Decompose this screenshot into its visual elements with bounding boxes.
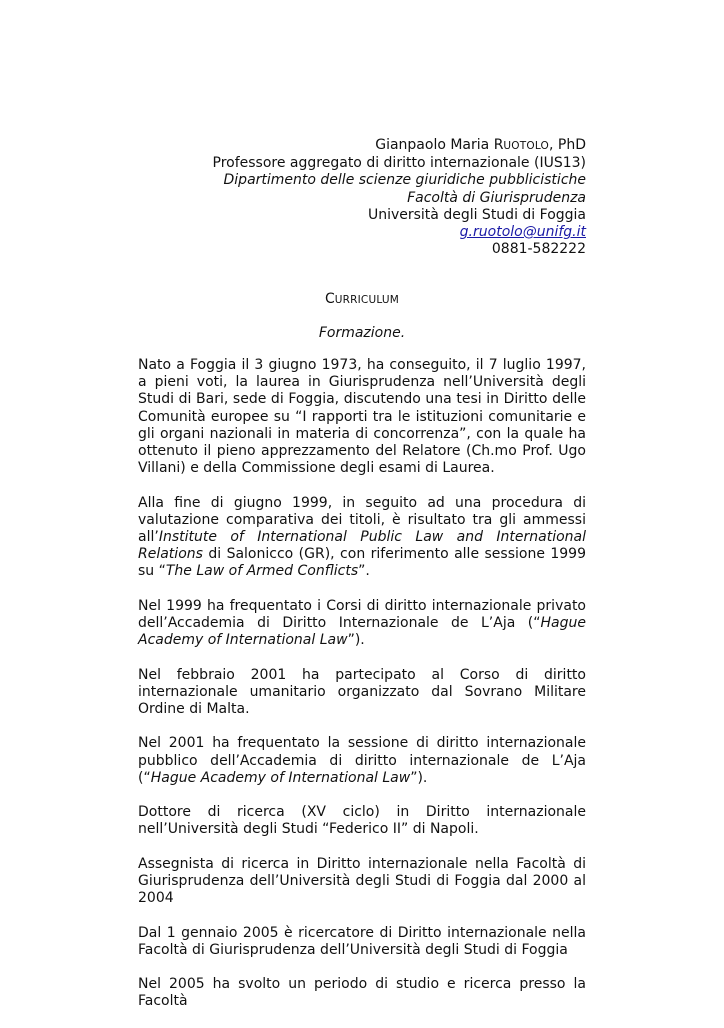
paragraph: Nato a Foggia il 3 giugno 1973, ha conseguito, il 7 luglio 1997, a pieni voti, la laurea in Giurisprudenza nell’Università degli Studi di Bari, sede di Foggia, discutendo una tesi in Diritto delle Comunità europee su “I rapporti tra le istituzioni comunitarie e gli organi nazionali in materia di concorrenza”, con la quale ha ottenuto il pieno apprezzamento del Relatore (Ch.mo Prof. Ugo Villani) e della Commissione degli esami di Laurea.: [138, 357, 586, 477]
paragraph: Dottore di ricerca (XV ciclo) in Diritto internazionale nell’Università degli Studi “Federico II” di Napoli.: [138, 804, 586, 838]
email-link[interactable]: g.ruotolo@unifg.it: [459, 224, 586, 241]
body-text: [138, 357, 586, 1028]
section-title-rest: URRICULUM: [334, 294, 400, 306]
author-title: Professore aggregato di diritto internazionale (IUS13): [212, 155, 586, 172]
paragraph: Alla fine di giugno 1999, in seguito ad una procedura di valutazione comparativa dei titoli, è risultato tra gli ammessi all’Institute of International Public Law and International Relations di Salonicco (GR), con riferimento alle sessione 1999 su “The Law of Armed Conflicts”.: [138, 494, 586, 580]
paragraph: Assegnista di ricerca in Diritto internazionale nella Facoltà di Giurisprudenza dell’Università degli Studi di Foggia dal 2000 al 2004: [138, 855, 586, 907]
paragraph: Nel febbraio 2001 ha partecipato al Corso di diritto internazionale umanitario organizzato dal Sovrano Militare Ordine di Malta.: [138, 666, 586, 718]
paragraph: Nel 1999 ha frequentato i Corsi di diritto internazionale privato dell’Accademia di Diritto Internazionale de L’Aja (“Hague Academy of International Law”).: [138, 597, 586, 649]
department-name: Dipartimento delle scienze giuridiche pubblicistiche: [223, 172, 586, 189]
author-name: [138, 137, 586, 155]
paragraph: Nel 2001 ha frequentato la sessione di diritto internazionale pubblico dell’Accademia di diritto internazionale de L’Aja (“Hague Academy of International Law”).: [138, 735, 586, 786]
author-surname-initial: R: [493, 137, 504, 153]
header-block: [138, 137, 586, 258]
section-title-initial: C: [324, 291, 335, 307]
author-surname-rest: UOTOLO: [503, 140, 549, 152]
subsection-title: Formazione.: [318, 325, 406, 341]
phone-number: 0881-582222: [491, 241, 586, 258]
author-degree: , PhD: [549, 137, 586, 153]
university-name: Università degli Studi di Foggia: [367, 206, 586, 223]
faculty-name: Facoltà di Giurisprudenza: [407, 189, 586, 206]
paragraph: Nel 2005 ha svolto un periodo di studio e ricerca presso la Facoltà: [138, 976, 586, 1010]
author-first-names: Gianpaolo Maria: [375, 137, 494, 153]
section-title: [138, 291, 586, 307]
paragraph: Dal 1 gennaio 2005 è ricercatore di Diritto internazionale nella Facoltà di Giurisprudenza dell’Università degli Studi di Foggia: [138, 924, 586, 958]
